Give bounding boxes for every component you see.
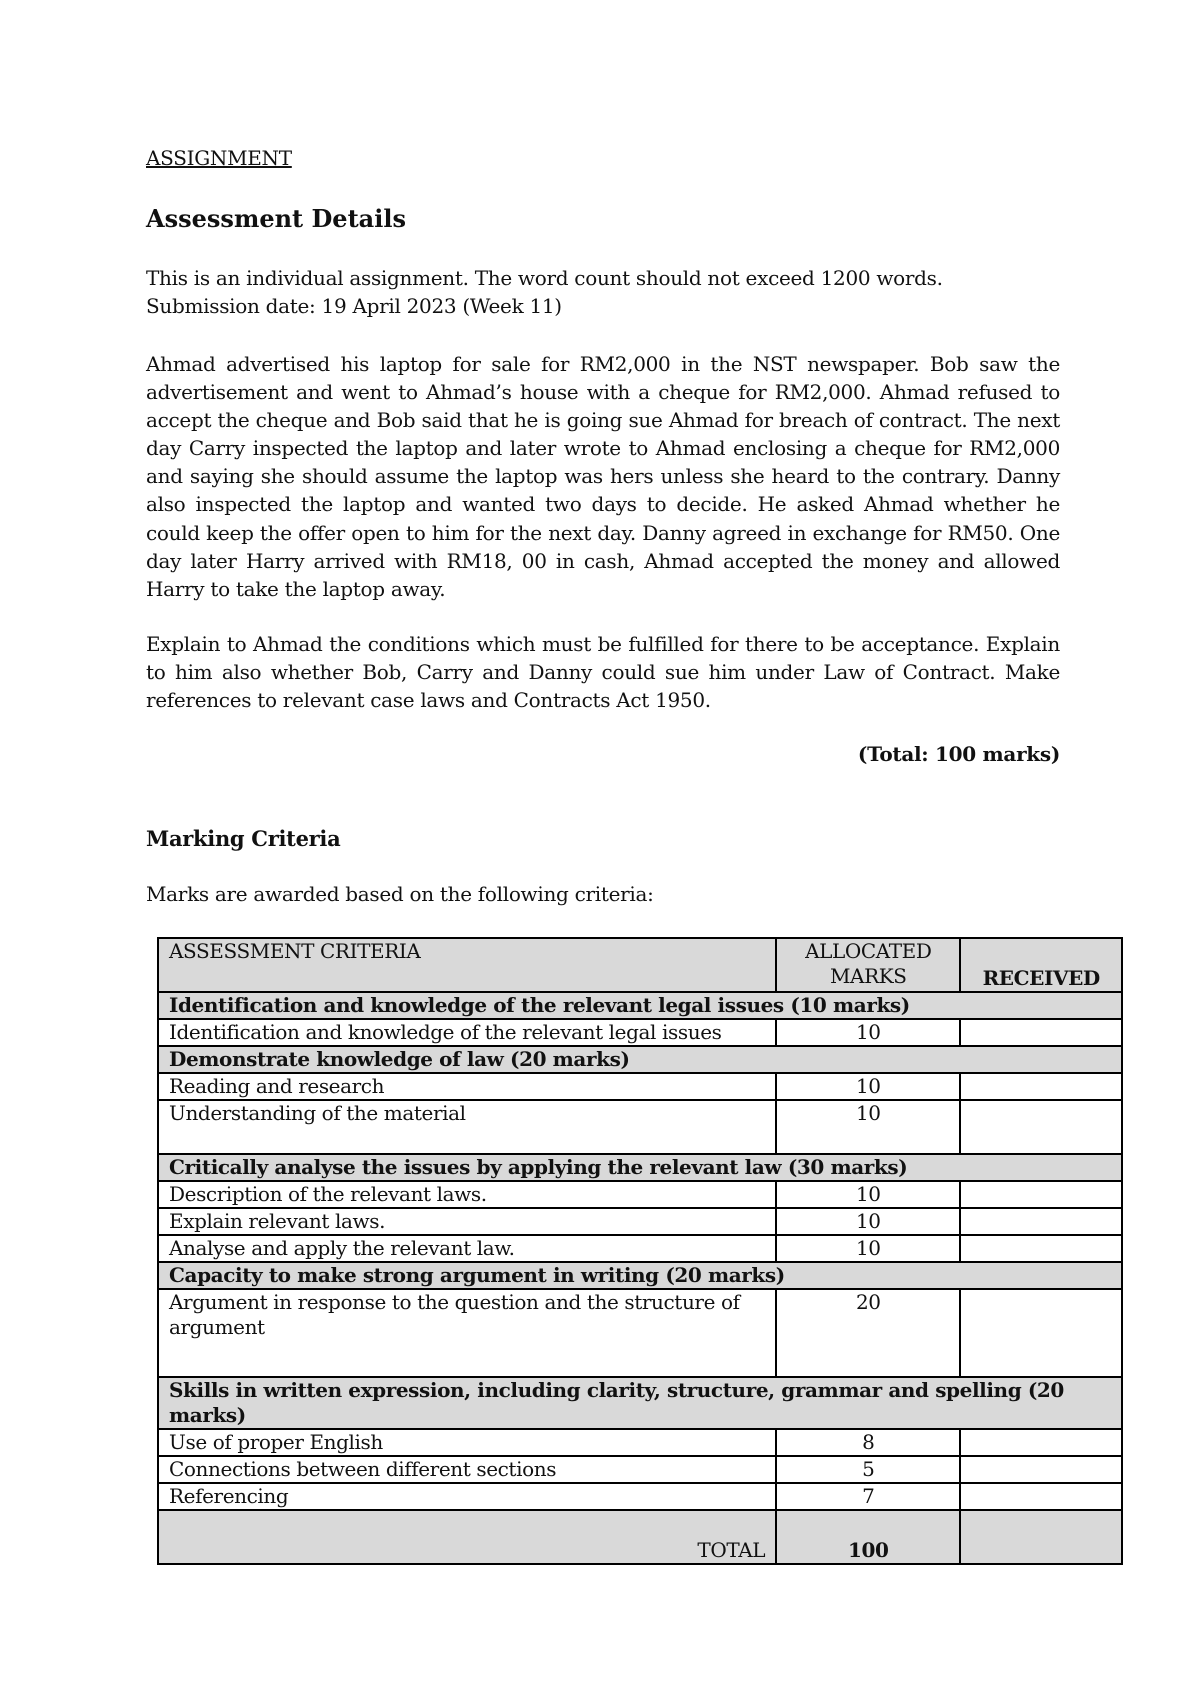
allocated-marks: 10 <box>776 1235 960 1262</box>
question-paragraph: Explain to Ahmad the conditions which must be fulfilled for there to be acceptance. Explain to him also whether Bob, Carry and Danny could sue him under Law of Contract. Make references to relevant case laws and Contracts Act 1950. <box>146 632 1060 713</box>
received-cell <box>960 1289 1122 1377</box>
received-cell <box>960 1100 1122 1154</box>
section-row <box>158 992 1122 1019</box>
table-row <box>158 1073 1122 1100</box>
header-criteria: ASSESSMENT CRITERIA <box>158 938 776 992</box>
section-row <box>158 1377 1122 1429</box>
allocated-marks: 10 <box>776 1100 960 1154</box>
criteria-label: Description of the relevant laws. <box>158 1181 776 1208</box>
criteria-label: Analyse and apply the relevant law. <box>158 1235 776 1262</box>
total-value: 100 <box>776 1510 960 1564</box>
table-row <box>158 1483 1122 1510</box>
criteria-label: Connections between different sections <box>158 1456 776 1483</box>
criteria-label: Identification and knowledge of the relevant legal issues <box>158 1019 776 1046</box>
criteria-label: Argument in response to the question and the structure of argument <box>158 1289 776 1377</box>
received-cell <box>960 1456 1122 1483</box>
received-cell <box>960 1073 1122 1100</box>
intro-line-1: This is an individual assignment. The word count should not exceed 1200 words. <box>146 266 943 290</box>
section-title: Capacity to make strong argument in writing (20 marks) <box>158 1262 1122 1289</box>
header-allocated: ALLOCATED MARKS <box>776 938 960 992</box>
allocated-marks: 8 <box>776 1429 960 1456</box>
received-total-cell <box>960 1510 1122 1564</box>
allocated-marks: 10 <box>776 1181 960 1208</box>
section-title: Critically analyse the issues by applying the relevant law (30 marks) <box>158 1154 1122 1181</box>
table-header-row <box>158 938 1122 992</box>
received-cell <box>960 1483 1122 1510</box>
received-cell <box>960 1019 1122 1046</box>
section-title: Demonstrate knowledge of law (20 marks) <box>158 1046 1122 1073</box>
section-row <box>158 1154 1122 1181</box>
allocated-marks: 10 <box>776 1208 960 1235</box>
table-row <box>158 1429 1122 1456</box>
allocated-marks: 7 <box>776 1483 960 1510</box>
total-marks-label: (Total: 100 marks) <box>857 742 1060 766</box>
received-cell <box>960 1235 1122 1262</box>
criteria-label: Referencing <box>158 1483 776 1510</box>
marking-criteria-heading: Marking Criteria <box>146 826 341 851</box>
table-row <box>158 1235 1122 1262</box>
section-row <box>158 1262 1122 1289</box>
criteria-label: Explain relevant laws. <box>158 1208 776 1235</box>
allocated-marks: 5 <box>776 1456 960 1483</box>
table-row <box>158 1289 1122 1377</box>
table-row <box>158 1019 1122 1046</box>
table-row <box>158 1100 1122 1154</box>
section-title: Identification and knowledge of the relevant legal issues (10 marks) <box>158 992 1122 1019</box>
criteria-label: Understanding of the material <box>158 1100 776 1154</box>
criteria-intro: Marks are awarded based on the following criteria: <box>146 882 654 906</box>
table-row <box>158 1456 1122 1483</box>
total-label: TOTAL <box>158 1510 776 1564</box>
table-row <box>158 1181 1122 1208</box>
received-cell <box>960 1208 1122 1235</box>
total-row <box>158 1510 1122 1564</box>
received-cell <box>960 1181 1122 1208</box>
assignment-label: ASSIGNMENT <box>146 146 292 170</box>
allocated-marks: 20 <box>776 1289 960 1377</box>
criteria-label: Reading and research <box>158 1073 776 1100</box>
page-title: Assessment Details <box>146 204 406 233</box>
allocated-marks: 10 <box>776 1073 960 1100</box>
intro-line-2: Submission date: 19 April 2023 (Week 11) <box>146 294 562 318</box>
table-row <box>158 1208 1122 1235</box>
section-title: Skills in written expression, including clarity, structure, grammar and spelling (20 marks) <box>158 1377 1122 1429</box>
header-received: RECEIVED <box>960 938 1122 992</box>
marking-criteria-table <box>157 937 1123 1565</box>
received-cell <box>960 1429 1122 1456</box>
section-row <box>158 1046 1122 1073</box>
allocated-marks: 10 <box>776 1019 960 1046</box>
scenario-paragraph: Ahmad advertised his laptop for sale for RM2,000 in the NST newspaper. Bob saw the advertisement and went to Ahmad’s house with a cheque for RM2,000. Ahmad refused to accept the cheque and Bob said that he is going sue Ahmad for breach of contract. The next day Carry inspected the laptop and later wrote to Ahmad enclosing a cheque for RM2,000 and saying she should assume the laptop was hers unless she heard to the contrary. Danny also inspected the laptop and wanted two days to decide. He asked Ahmad whether he could keep the offer open to him for the next day. Danny agreed in exchange for RM50. One day later Harry arrived with RM18, 00 in cash, Ahmad accepted the money and allowed Harry to take the laptop away. <box>146 352 1060 601</box>
criteria-label: Use of proper English <box>158 1429 776 1456</box>
